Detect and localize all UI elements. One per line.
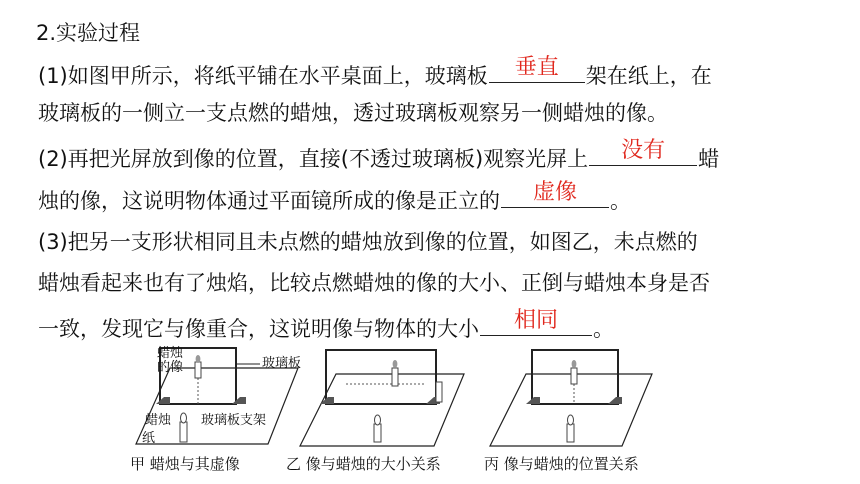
caption-figure-b: 乙 像与蜡烛的大小关系 — [286, 455, 441, 473]
caption-figure-c: 丙 像与蜡烛的位置关系 — [484, 455, 639, 473]
candle — [567, 424, 574, 442]
answer-blank-vertical[interactable] — [489, 55, 585, 83]
candle — [374, 424, 381, 442]
image-flame — [393, 360, 398, 368]
answer-virtual-image: 虚像 — [532, 180, 577, 205]
answer-vertical: 垂直 — [514, 55, 559, 80]
item-2-line-1 — [38, 138, 720, 174]
glass-plate — [326, 350, 436, 404]
caption-figure-a: 甲 蜡烛与其虚像 — [130, 455, 240, 473]
item-1-text-before: (1)如图甲所示，将纸平铺在水平桌面上，玻璃板 — [38, 64, 488, 88]
answer-blank-none[interactable] — [589, 138, 697, 166]
figure-c-diagram — [486, 346, 654, 450]
label-glass-plate: 玻璃板 — [262, 356, 302, 371]
virtual-flame — [196, 355, 201, 363]
item-3-line-2: 蜡烛看起来也有了烛焰，比较点燃蜡烛的像的大小、正倒与蜡烛本身是否 — [38, 271, 710, 295]
figures-row — [0, 340, 860, 484]
item-2-text2-after: 。 — [610, 189, 631, 213]
stand-left — [526, 397, 540, 404]
candle-flame — [181, 413, 187, 423]
item-2-text2-before: 烛的像，这说明物体通过平面镜所成的像是正立的 — [38, 189, 500, 213]
stand-right — [608, 397, 622, 404]
stand-right — [232, 397, 246, 404]
virtual-flame — [572, 360, 577, 368]
figure-b-diagram — [296, 346, 466, 450]
label-candle-image-text: 蜡烛 的像 — [157, 346, 184, 375]
virtual-candle — [571, 368, 577, 384]
label-candle: 蜡烛 — [145, 413, 172, 428]
item-1-text-after: 架在纸上，在 — [585, 64, 712, 88]
label-paper: 纸 — [142, 431, 156, 446]
answer-blank-virtual-image[interactable] — [501, 180, 609, 208]
label-candle-image — [157, 347, 183, 375]
answer-none: 没有 — [621, 138, 666, 163]
item-3-text-after: 。 — [593, 317, 614, 341]
item-1-line-2: 玻璃板的一侧立一支点燃的蜡烛，透过玻璃板观察另一侧蜡烛的像。 — [38, 101, 668, 125]
stand-left — [156, 397, 170, 404]
label-stand: 玻璃板支架 — [201, 413, 267, 428]
answer-blank-same[interactable] — [480, 308, 592, 336]
item-2-line-2 — [38, 180, 631, 216]
candle — [180, 422, 187, 442]
item-2-text-after: 蜡 — [698, 147, 720, 171]
item-3-line-1: (3)把另一支形状相同且未点燃的蜡烛放到像的位置，如图乙，未点燃的 — [38, 230, 698, 254]
side-candle — [436, 382, 442, 402]
answer-same: 相同 — [513, 308, 558, 333]
candle-flame — [375, 415, 381, 425]
candle-flame — [568, 415, 574, 425]
section-heading: 2.实验过程 — [36, 21, 141, 45]
item-1-line-1 — [38, 55, 712, 91]
unlit-candle — [392, 368, 398, 386]
virtual-candle — [195, 362, 201, 378]
item-2-text-before: (2)再把光屏放到像的位置，直接(不透过玻璃板)观察光屏上 — [38, 147, 589, 171]
item-3-text-before: 一致，发现它与像重合，这说明像与物体的大小 — [38, 317, 479, 341]
